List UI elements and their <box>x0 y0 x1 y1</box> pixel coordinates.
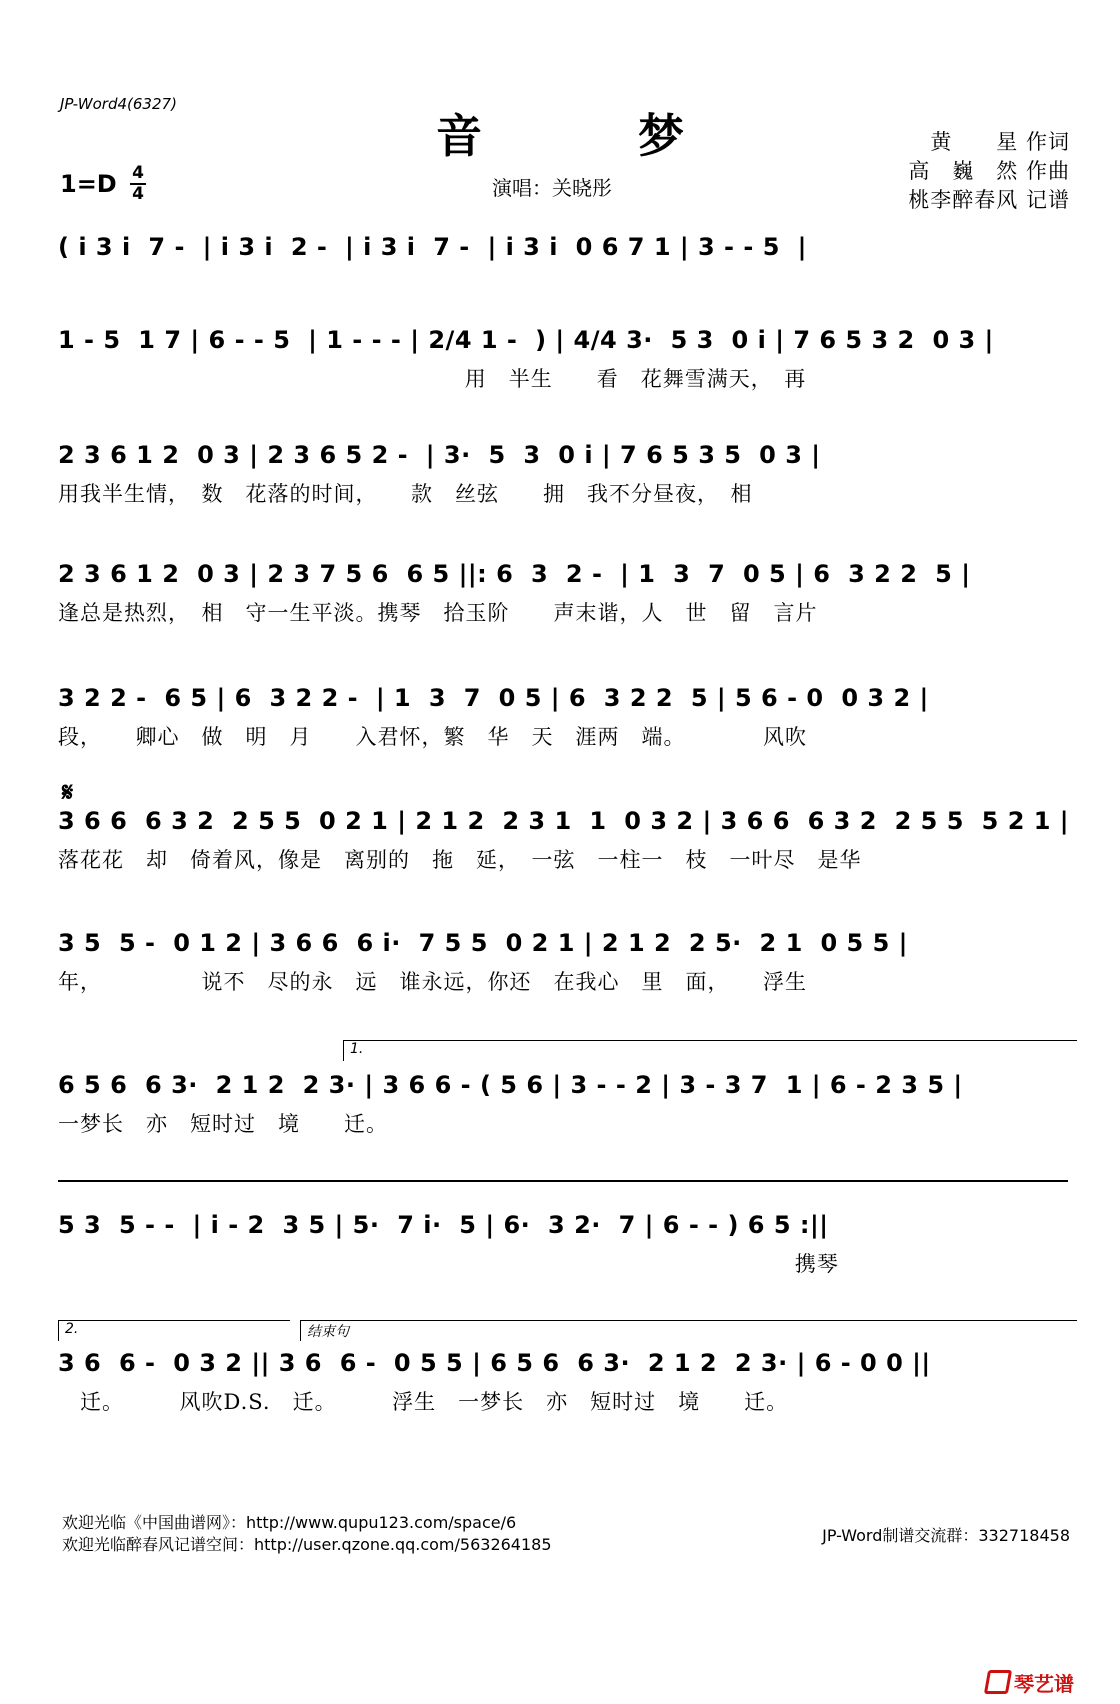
segno-sign: 𝄋 <box>62 778 74 808</box>
score-line-3 <box>58 440 1070 508</box>
logo-text: 琴艺谱 <box>1014 1672 1074 1696</box>
lyrics: 用 半生 看 花舞雪满天， 再 <box>58 367 807 391</box>
score-line-2 <box>58 325 1070 393</box>
score-line-1 <box>58 232 1070 300</box>
score-line-6 <box>58 806 1070 874</box>
song-title: 音 梦 <box>435 109 754 163</box>
score-line-10 <box>58 1348 1070 1416</box>
version-label: JP-Word4(6327) <box>60 95 177 113</box>
score-line-9 <box>58 1210 1070 1278</box>
lyrics: 用我半生情， 数 花落的时间， 款 丝弦 拥 我不分昼夜， 相 <box>58 482 753 506</box>
credits <box>908 128 1070 215</box>
lyricist: 黄 星 作词 <box>930 130 1070 154</box>
footer-link-2[interactable]: 欢迎光临醉春风记谱空间：http://user.qzone.qq.com/563264185 <box>62 1535 552 1554</box>
score-line-5 <box>58 683 1070 751</box>
notes: 3 6 6 - 0 3 2 || 3 6 6 - 0 5 5 | 6 5 6 6 3· 2 1 2 2 3· | 6 - 0 0 || <box>58 1349 931 1377</box>
score-line-7 <box>58 928 1070 996</box>
volta-1-continue <box>58 1180 1068 1182</box>
lyrics: 年， 说不 尽的永 远 谁永远，你还 在我心 里 面， 浮生 <box>58 970 807 994</box>
lyrics: 逢总是热烈， 相 守一生平淡。携琴 拾玉阶 声末谐，人 世 留 言片 <box>58 601 818 625</box>
lyrics <box>58 272 1070 300</box>
notes: 6 5 6 6 3· 2 1 2 2 3· | 3 6 6 - ( 5 6 | 3 - - 2 | 3 - 3 7 1 | 6 - 2 3 5 | <box>58 1071 963 1099</box>
lyrics: 迁。 风吹D.S. 迁。 浮生 一梦长 亦 短时过 境 迁。 <box>58 1390 789 1414</box>
lyrics: 一梦长 亦 短时过 境 迁。 <box>58 1112 388 1136</box>
notes: 3 2 2 - 6 5 | 6 3 2 2 - | 1 3 7 0 5 | 6 3 2 2 5 | 5 6 - 0 0 3 2 | <box>58 684 929 712</box>
notes: 3 6 6 6 3 2 2 5 5 0 2 1 | 2 1 2 2 3 1 1 0 3 2 | 3 6 6 6 3 2 2 5 5 5 2 1 | <box>58 807 1070 835</box>
notes: 2 3 6 1 2 0 3 | 2 3 6 5 2 - | 3· 5 3 0 i | 7 6 5 3 5 0 3 | <box>58 441 821 469</box>
notes: ( i 3 i 7 - | i 3 i 2 - | i 3 i 7 - | i 3 i 0 6 7 1 | 3 - - 5 | <box>58 233 807 261</box>
score-line-8 <box>58 1070 1070 1138</box>
notes: 3 5 5 - 0 1 2 | 3 6 6 6 i· 7 5 5 0 2 1 | 2 1 2 2 5· 2 1 0 5 5 | <box>58 929 908 957</box>
time-sig-top: 4 <box>132 163 144 183</box>
singer: 演唱：关晓彤 <box>492 176 612 200</box>
notes: 5 3 5 - - | i - 2 3 5 | 5· 7 i· 5 | 6· 3 2· 7 | 6 - - ) 6 5 :|| <box>58 1211 829 1239</box>
site-logo <box>986 1668 1074 1697</box>
logo-icon <box>984 1670 1012 1694</box>
transcriber: 桃李醉春风 记谱 <box>908 188 1070 212</box>
volta-2: 2. <box>58 1320 290 1341</box>
footer-links <box>62 1512 552 1556</box>
notes: 1 - 5 1 7 | 6 - - 5 | 1 - - - | 2/4 1 - ) | 4/4 3· 5 3 0 i | 7 6 5 3 2 0 3 | <box>58 326 994 354</box>
lyrics: 携琴 <box>58 1252 839 1276</box>
ending-section: 结束句 <box>300 1320 1077 1341</box>
lyrics: 落花花 却 倚着风，像是 离别的 拖 延， 一弦 一柱一 枝 一叶尽 是华 <box>58 848 862 872</box>
notes: 2 3 6 1 2 0 3 | 2 3 7 5 6 6 5 ||: 6 3 2 - | 1 3 7 0 5 | 6 3 2 2 5 | <box>58 560 971 588</box>
footer-link-1[interactable]: 欢迎光临《中国曲谱网》：http://www.qupu123.com/space/6 <box>62 1513 517 1532</box>
group-info: JP-Word制谱交流群：332718458 <box>822 1526 1070 1545</box>
time-sig-bottom: 4 <box>132 184 144 204</box>
time-signature <box>130 165 146 203</box>
score-line-4 <box>58 559 1070 627</box>
volta-1: 1. <box>343 1040 1077 1061</box>
key-signature: 1=D <box>60 170 117 198</box>
lyrics: 段， 卿心 做 明 月 入君怀，繁 华 天 涯两 端。 风吹 <box>58 725 807 749</box>
composer: 高 巍 然 作曲 <box>908 159 1070 183</box>
